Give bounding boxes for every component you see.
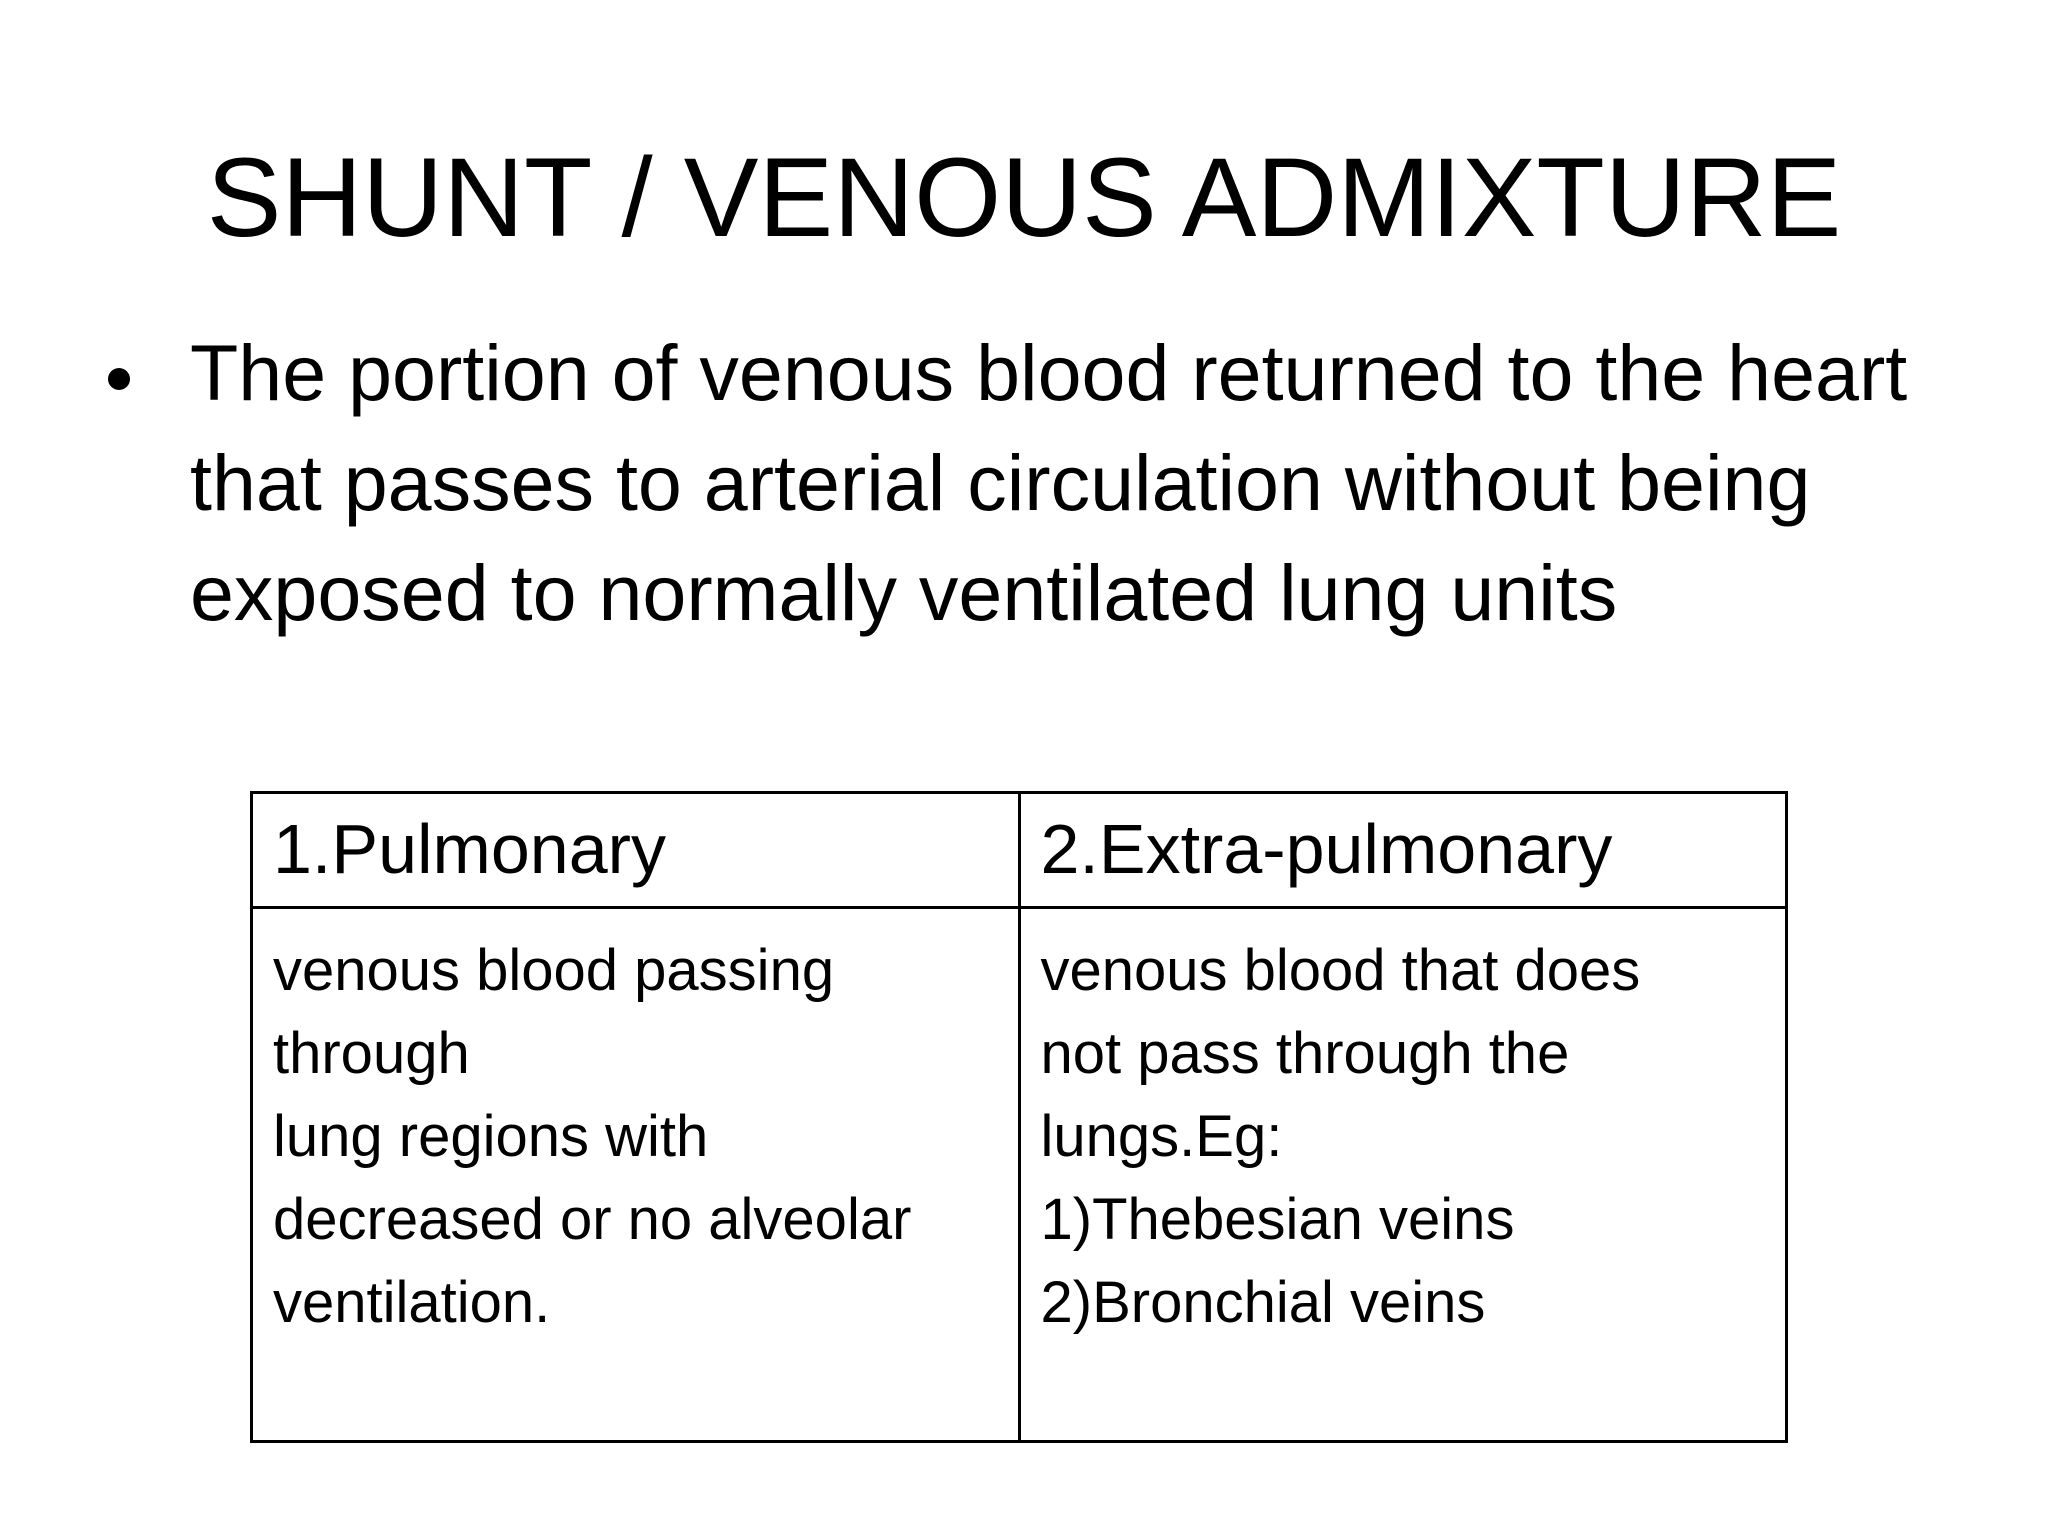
shunt-types-table <box>250 791 1788 1443</box>
cell-line: venous blood passing <box>273 938 835 1003</box>
cell-line: 1)Thebesian veins <box>1040 1187 1515 1252</box>
bullet-dot-icon <box>108 368 130 390</box>
header-extra-pulmonary: 2.Extra-pulmonary <box>1019 793 1787 908</box>
cell-line: venous blood that does <box>1040 938 1641 1003</box>
cell-line: 2)Bronchial veins <box>1040 1270 1486 1335</box>
slide-title: SHUNT / VENOUS ADMIXTURE <box>206 135 1842 260</box>
cell-line: lungs.Eg: <box>1040 1104 1283 1169</box>
cell-line: decreased or no alveolar <box>273 1187 912 1252</box>
cell-line: lung regions with <box>273 1104 709 1169</box>
cell-line: through <box>273 1021 470 1086</box>
cell-extra-pulmonary-description <box>1019 908 1787 1442</box>
table-row <box>252 908 1787 1442</box>
bullet-text: The portion of venous blood returned to the heart that passes to arterial circulation without being exposed to normally ventilated lung units <box>190 328 1908 637</box>
cell-pulmonary-description <box>252 908 1020 1442</box>
cell-line: ventilation. <box>273 1270 551 1335</box>
header-pulmonary: 1.Pulmonary <box>252 793 1020 908</box>
table-header-row <box>252 793 1787 908</box>
cell-line: not pass through the <box>1040 1021 1570 1086</box>
